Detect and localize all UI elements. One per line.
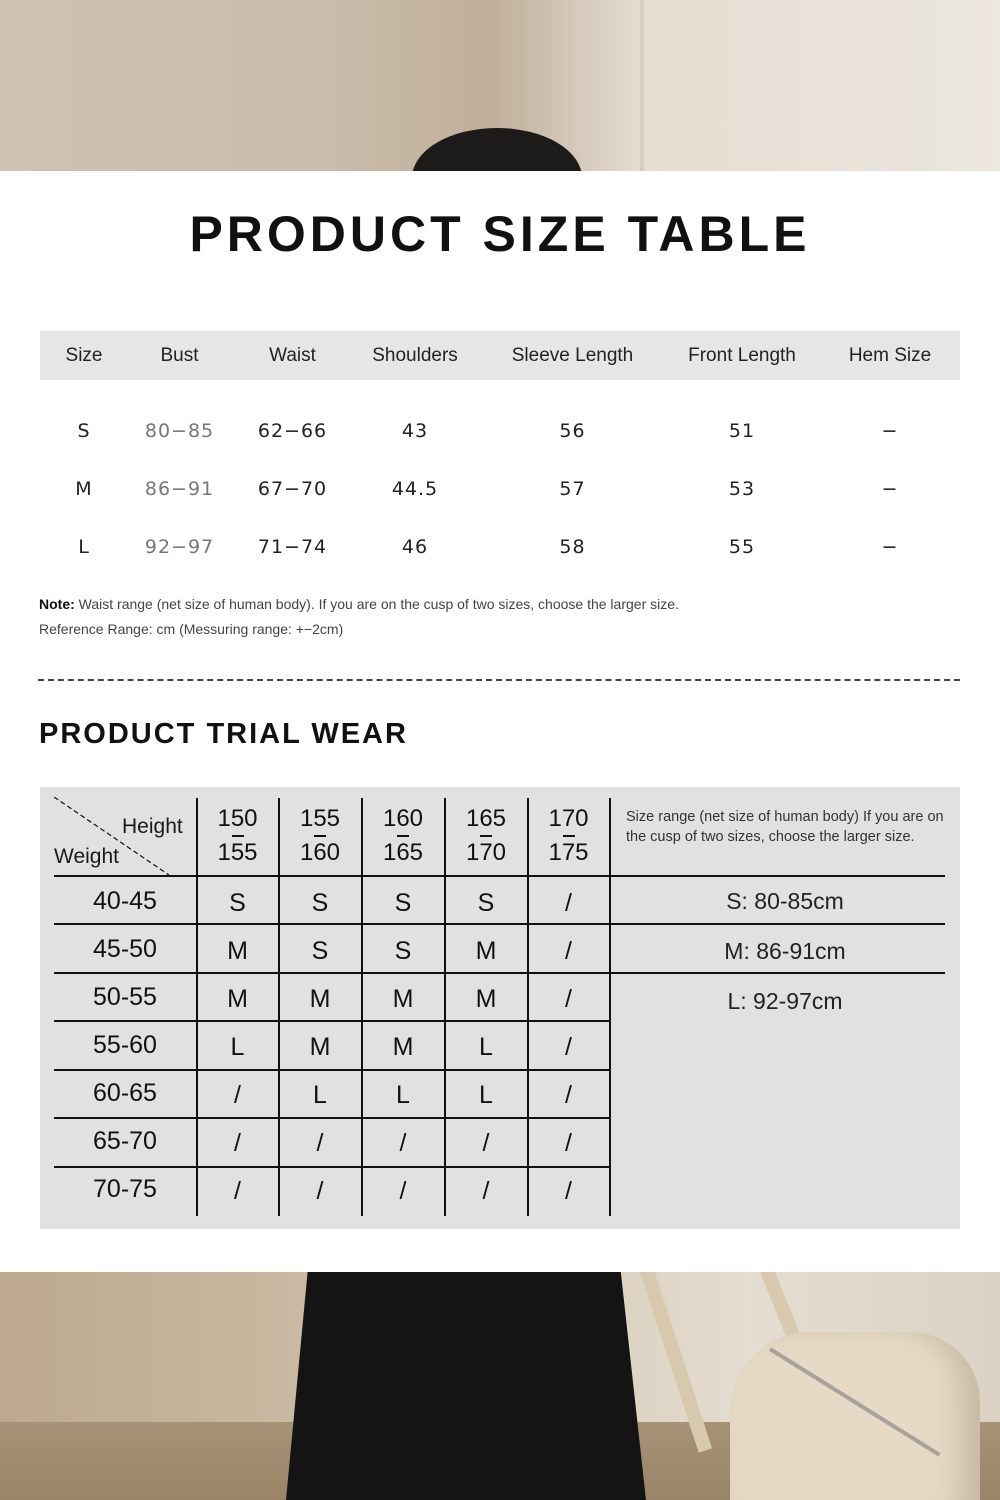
cell-waist: 62−66	[257, 420, 328, 442]
cell-hem-size: −	[881, 420, 899, 442]
size-cell: S	[311, 937, 329, 965]
size-cell: L	[479, 1033, 493, 1061]
size-cell: /	[482, 1129, 490, 1157]
table-row	[40, 420, 960, 450]
wall-edge	[640, 0, 644, 171]
size-range-m: M: 86-91cm	[724, 938, 846, 964]
page-title: PRODUCT SIZE TABLE	[189, 206, 811, 262]
size-cell: S	[394, 889, 412, 917]
size-cell: L	[479, 1081, 493, 1109]
size-cell: /	[399, 1129, 407, 1157]
size-note	[39, 596, 679, 612]
size-cell: M	[227, 937, 248, 965]
size-cell: L	[230, 1033, 245, 1061]
height-to: 160	[299, 838, 341, 866]
size-cell: /	[234, 1177, 241, 1205]
size-cell: L	[313, 1081, 327, 1109]
height-from: 150	[217, 805, 258, 832]
grid-line	[54, 1117, 610, 1119]
size-cell: S	[477, 889, 495, 917]
cell-waist: 71−74	[257, 536, 328, 558]
height-label: Height	[122, 815, 183, 838]
size-cell: M	[309, 985, 331, 1013]
weight-range: 50-55	[93, 983, 157, 1011]
cell-hem-size: −	[881, 478, 899, 500]
height-range	[197, 805, 278, 867]
weight-range: 55-60	[93, 1031, 157, 1059]
cell-front-length: 53	[728, 478, 756, 500]
height-from: 170	[548, 805, 589, 832]
note-label: Note:	[39, 596, 75, 612]
height-to: 175	[548, 838, 589, 866]
size-cell: /	[565, 985, 572, 1013]
model-hair	[412, 128, 582, 171]
size-cell: M	[309, 1033, 331, 1061]
grid-line	[54, 923, 945, 925]
reference-range: Reference Range: cm (Messuring range: +−2cm)	[39, 621, 344, 637]
size-range-note: Size range (net size of human body) If you are on the cusp of two sizes, choose the larger size.	[626, 809, 944, 845]
height-to: 155	[217, 838, 258, 866]
grid-line	[54, 1020, 610, 1022]
height-range	[528, 805, 609, 867]
size-cell: M	[392, 985, 414, 1013]
cell-sleeve-length: 56	[559, 420, 586, 442]
size-range-l: L: 92-97cm	[727, 988, 843, 1014]
height-to: 165	[382, 838, 424, 866]
cell-size: L	[78, 536, 90, 558]
weight-range: 40-45	[93, 887, 157, 915]
size-cell: S	[394, 937, 412, 965]
black-skirt	[286, 1272, 646, 1500]
size-range-s: S: 80-85cm	[726, 888, 844, 914]
trial-wear-table	[40, 787, 960, 1229]
cell-bust: 86−91	[144, 478, 215, 500]
height-range	[362, 805, 444, 867]
header-waist: Waist	[269, 345, 316, 366]
size-cell: S	[311, 889, 329, 917]
size-cell: M	[475, 937, 497, 965]
header-hem-size: Hem Size	[848, 345, 932, 366]
size-cell: M	[227, 985, 248, 1013]
size-cell: M	[392, 1033, 414, 1061]
height-to: 170	[465, 838, 507, 866]
height-from: 165	[465, 805, 507, 832]
size-cell: /	[482, 1177, 490, 1205]
cell-sleeve-length: 58	[559, 536, 586, 558]
note-text: Waist range (net size of human body). If you are on the cusp of two sizes, choose the larger size.	[74, 596, 679, 612]
weight-label: Weight	[54, 845, 119, 868]
cell-hem-size: −	[881, 536, 899, 558]
height-range	[445, 805, 527, 867]
size-cell: /	[565, 937, 572, 965]
size-cell: L	[396, 1081, 410, 1109]
size-cell: /	[399, 1177, 407, 1205]
weight-range: 45-50	[93, 935, 157, 963]
size-cell: /	[565, 1129, 572, 1157]
cell-size: S	[77, 420, 91, 442]
cell-shoulders: 44.5	[391, 478, 439, 500]
cell-size: M	[75, 478, 93, 500]
header-front-length: Front Length	[688, 345, 796, 366]
cream-handbag	[730, 1332, 980, 1500]
cell-shoulders: 43	[401, 420, 429, 442]
cell-waist: 67−70	[257, 478, 328, 500]
cell-front-length: 51	[728, 420, 756, 442]
size-cell: /	[234, 1129, 241, 1157]
header-size: Size	[65, 345, 103, 366]
weight-range: 65-70	[93, 1127, 157, 1155]
grid-line	[54, 1069, 610, 1071]
bottom-product-photo	[0, 1272, 1000, 1500]
cell-bust: 80−85	[144, 420, 215, 442]
size-table-header	[40, 331, 960, 380]
size-cell: /	[565, 1033, 572, 1061]
height-from: 155	[299, 805, 341, 832]
header-sleeve-length: Sleeve Length	[511, 345, 634, 366]
weight-range: 60-65	[93, 1079, 157, 1107]
table-row	[40, 536, 960, 566]
cell-shoulders: 46	[401, 536, 429, 558]
size-cell: /	[234, 1081, 241, 1109]
section-divider	[38, 679, 960, 681]
grid-line	[54, 972, 945, 974]
size-cell: /	[565, 1177, 572, 1205]
cell-sleeve-length: 57	[559, 478, 586, 500]
header-shoulders: Shoulders	[372, 345, 458, 366]
weight-range: 70-75	[93, 1175, 157, 1203]
size-cell: S	[229, 889, 246, 917]
size-cell: /	[565, 889, 572, 917]
size-cell: /	[316, 1129, 324, 1157]
table-row	[40, 478, 960, 508]
height-from: 160	[382, 805, 424, 832]
height-range	[279, 805, 361, 867]
section-title: PRODUCT TRIAL WEAR	[39, 718, 408, 750]
cell-bust: 92−97	[144, 536, 215, 558]
size-cell: M	[475, 985, 497, 1013]
cell-front-length: 55	[728, 536, 756, 558]
grid-line	[54, 1166, 610, 1168]
size-cell: /	[565, 1081, 572, 1109]
grid-line	[54, 875, 945, 877]
size-cell: /	[316, 1177, 324, 1205]
header-bust: Bust	[160, 345, 199, 366]
top-product-photo	[0, 0, 1000, 171]
